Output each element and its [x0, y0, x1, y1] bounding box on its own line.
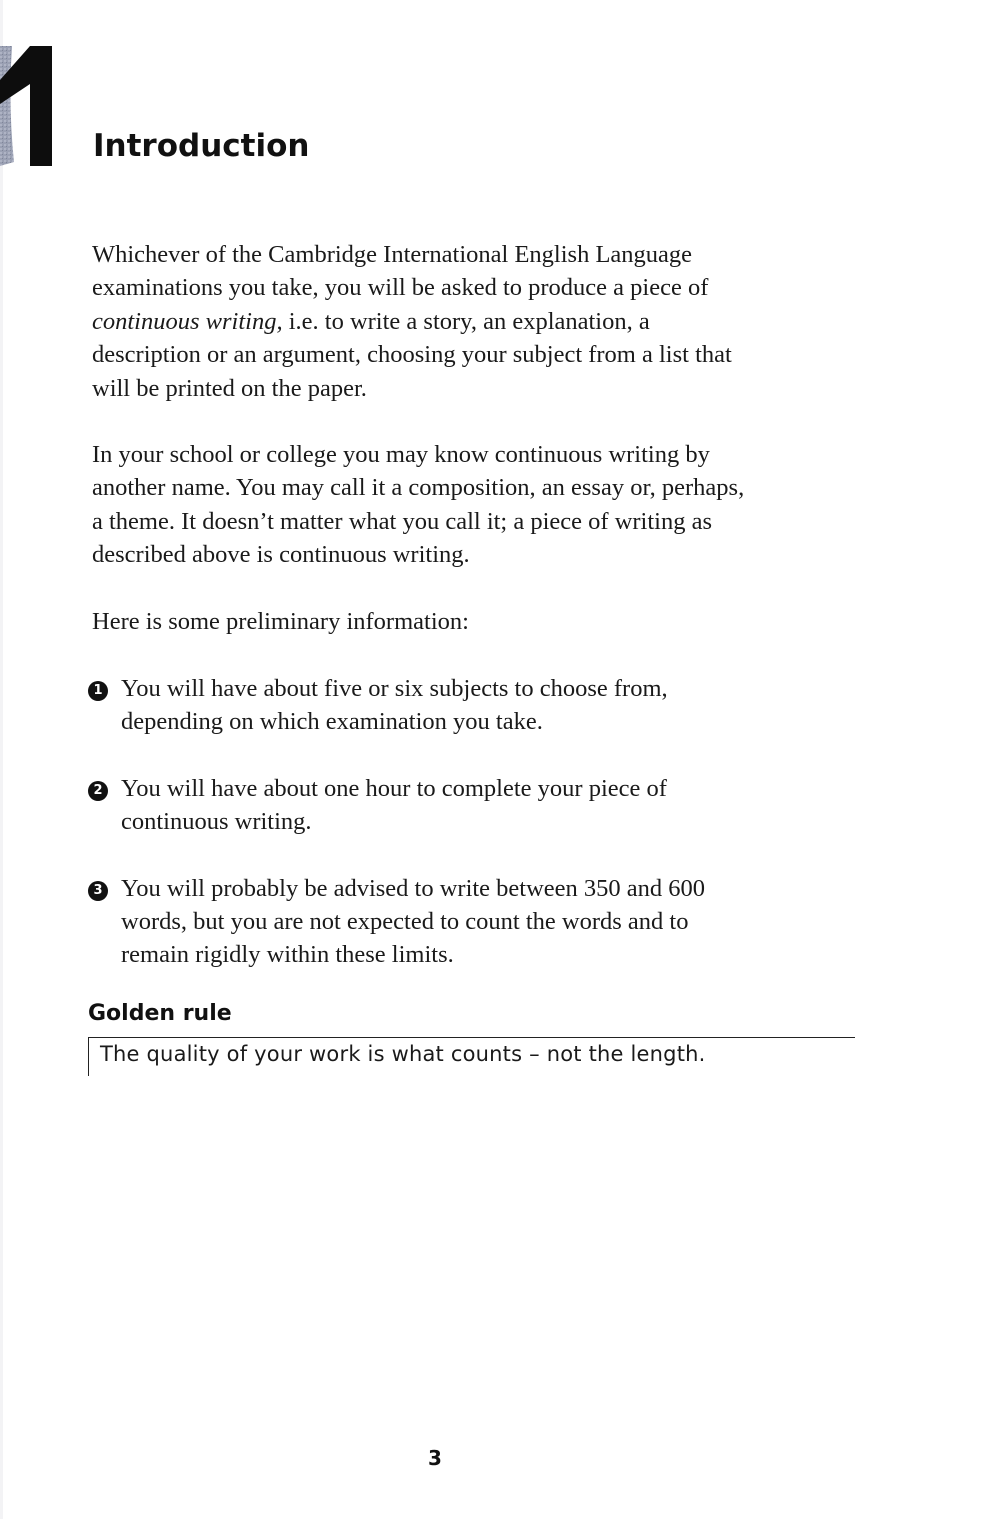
text-line: described above is continuous writing.: [92, 541, 470, 569]
text-line: You will have about five or six subjects to choose from,: [121, 675, 668, 702]
chapter-title: Introduction: [93, 128, 310, 164]
numbered-bullet-icon: 3: [88, 881, 108, 901]
page-number: 3: [428, 1446, 442, 1470]
text-line: [92, 305, 852, 338]
text-line: words, but you are not expected to count the words and to: [121, 908, 689, 936]
text-line: another name. You may call it a composition, an essay or, perhaps,: [92, 474, 745, 502]
text-line: depending on which examination you take.: [121, 708, 543, 736]
golden-rule-box: [88, 1037, 855, 1076]
text-span: i.e. to write a story, an explanation, a: [282, 307, 650, 335]
list-item-2: [88, 772, 808, 838]
text-line: You will have about one hour to complete your piece of: [121, 775, 667, 802]
text-line: In your school or college you may know continuous writing by: [92, 441, 710, 468]
text-line: description or an argument, choosing your subject from a list that: [92, 341, 732, 369]
paragraph-3: [92, 605, 852, 638]
italic-term: continuous writing,: [92, 307, 283, 335]
text-line: Here is some preliminary information:: [92, 608, 469, 635]
chapter-number-shadow: [0, 46, 14, 166]
paragraph-2: [92, 438, 852, 572]
chapter-number-graphic: [0, 44, 56, 169]
text-line: will be printed on the paper.: [92, 374, 367, 402]
numbered-bullet-icon: 1: [88, 681, 108, 701]
text-line: Whichever of the Cambridge International English Language: [92, 241, 693, 268]
text-line: a theme. It doesn’t matter what you call it; a piece of writing as: [92, 507, 713, 535]
page-edge: [0, 0, 3, 1519]
text-line: continuous writing.: [121, 808, 312, 836]
paragraph-1: [92, 238, 852, 405]
list-item-1: [88, 672, 808, 738]
golden-rule-text: The quality of your work is what counts – not the length.: [100, 1042, 706, 1066]
list-item-3: [88, 872, 808, 972]
text-line: remain rigidly within these limits.: [121, 941, 454, 969]
golden-rule-heading: Golden rule: [88, 1001, 232, 1026]
numbered-bullet-icon: 2: [88, 781, 108, 801]
text-line: You will probably be advised to write between 350 and 600: [121, 875, 706, 902]
text-line: examinations you take, you will be asked to produce a piece of: [92, 274, 709, 302]
